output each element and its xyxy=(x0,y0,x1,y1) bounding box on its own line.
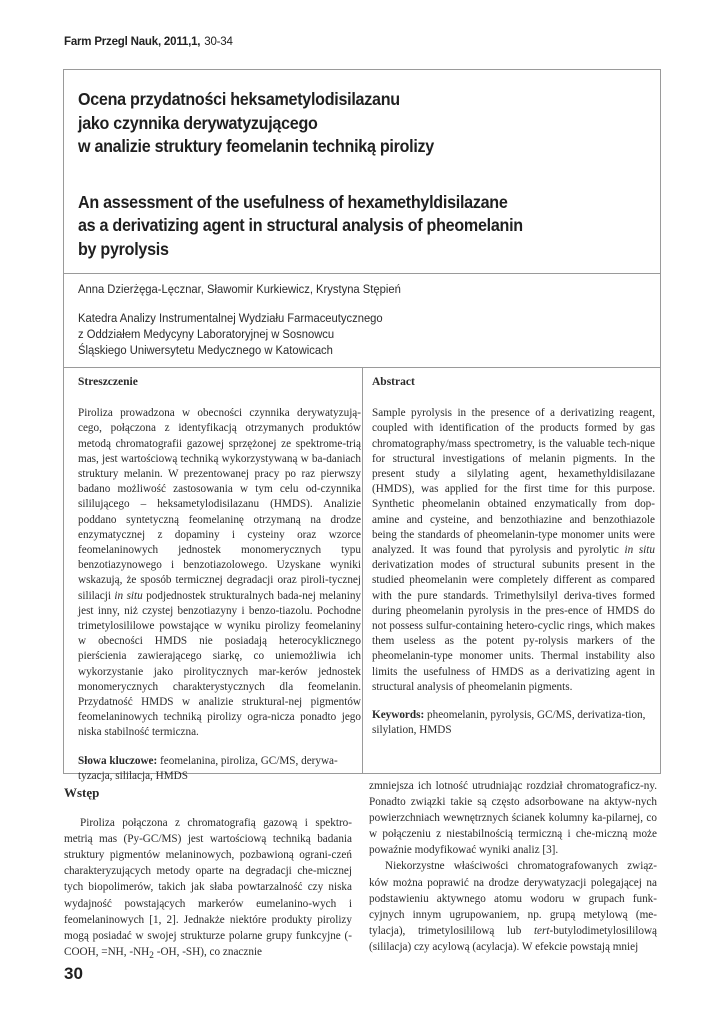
streszczenie-heading: Streszczenie xyxy=(78,376,138,388)
abstract-column xyxy=(372,375,655,738)
column-divider xyxy=(362,367,363,774)
affiliation-line: z Oddziałem Medycyny Laboratoryjnej w Sosnowcu xyxy=(78,327,335,341)
journal-pages: 30-34 xyxy=(204,36,233,48)
body-paragraph: Piroliza połączona z chromatografią gazową i spektro-metrią mas (Py-GC/MS) jest wartościową techniką badania struktury pigmentów melaninowych, pozbawioną ograni-czeń charakteryzujących metody oparte na degradacji che-micznej tych biopolimerów, takich jak słaba powtarzalność czy niska wydajność powstających markerów eumelanino-wych i feomelaninowych [1, 2]. Jednakże niektóre produkty pirolizy mogą posiadać w swojej strukturze polarne grupy funkcyjne (-COOH, =NH, $-NH_2$ -OH, -SH), co znacznie xyxy=(64,817,352,962)
body-paragraph: Niekorzystne właściwości chromatografowanych związ-ków można poprawić na drodze derywatyzacji polegającej na podstawieniu aktywnego atomu wodoru w grupach funk-cyjnych innym ugrupowaniem, np. grupą metylową (me-tylacja), trimetylosililową lub tert-butylodimetylosililową (sililacja) czy acylową (acylacja). W efekcie powstają mniej xyxy=(369,860,658,953)
article-header-box xyxy=(63,69,661,782)
abstract-heading: Abstract xyxy=(372,376,415,388)
journal-name: Farm Przegl Nauk, 2011,1, xyxy=(64,36,201,48)
abstract-text: Sample pyrolysis in the presence of a derivatizing reagent, coupled with identification of the products formed by gas chromatography/mass spectrometry, is the valuable tech-nique for structural investigations of melanin pigments. In the present study a silylating agent, hexamethyldisilazane (HMDS), was applied for the first time for this purpose. Synthetic pheomelanin obtained enzymatically from dop-amine and cysteine, and benzothiazine and benzothiazole being the standards of pheomelanin-type monomer units were analyzed. It was found that pyrolysis and pyrolytic in situ derivatization modes of structural subunits present in the studied pheomelanin were completely different as compared with the pure standards. Trimethylsilyl deriva-tives formed during pheomelanin pyrolysis in the pres-ence of HMDS do not possess sulfur-containing hetero-cyclic rings, which makes them useless as the potent py-rolysis markers of the pheomelanin-type monomer units. Thermal instability also limits the usefulness of HMDS as a derivatizing agent in structural analysis of pheomelanin pigments. xyxy=(372,407,655,693)
journal-citation xyxy=(64,36,233,48)
streszczenie-keywords: Słowa kluczowe: feomelanina, piroliza, GC/MS, derywa-tyzacja, sililacja, HMDS xyxy=(78,754,338,782)
affiliation xyxy=(78,310,383,358)
title-polish-line: Ocena przydatności heksametylodisilazanu xyxy=(78,89,400,109)
title-polish-line: w analizie struktury feomelanin techniką pirolizy xyxy=(78,136,434,156)
section-heading-wstep: Wstęp xyxy=(64,785,100,800)
body-left-column xyxy=(64,785,352,964)
affiliation-line: Katedra Analizy Instrumentalnej Wydziału Farmaceutycznego xyxy=(78,311,383,325)
body-paragraph: zmniejsza ich lotność utrudniając rozdział chromatograficz-ny. Ponadto związki takie są często adsorbowane na aktyw-nych powierzchniach wewnętrznych ścianek kolumny ka-pilarnej, co w połączeniu z niestabilnością termiczną i che-miczną może powaźnie modyfikować wyniki analiz [3]. xyxy=(369,780,657,857)
authors: Anna Dzierżęga-Lęcznar, Sławomir Kurkiewicz, Krystyna Stępień xyxy=(78,282,401,296)
page-number: 30 xyxy=(64,964,83,983)
title-polish xyxy=(78,88,602,159)
titles xyxy=(78,88,648,261)
streszczenie-text: Piroliza prowadzona w obecności czynnika derywatyzują-cego, połączona z identyfikacją otrzymanych produktów metodą chromatografii gazowej sprzężonej ze spektrome-trią mas, jest wartościową techniką wykorzystywaną w ba-daniach struktury melanin. W prezentowanej pracy po raz pierwszy badano możliwość zastosowania w tym celu od-czynnika sililującego – heksametylodisilazanu (HMDS). Analizie poddano syntetyczną feomelaninę otrzymaną na drodze enzymatycznej z dopaminy i cysteiny oraz wzorce feomelaninowych jednostek monomerycznych typu benzotiazynowego i benzotiazolowego. Uzyskane wyniki wskazują, że sposób termicznej degradacji oraz piroli-tycznej sililacji in situ podjednostek strukturalnych bada-nej melaniny jest inny, niż czystej benzotiazyny i benzo-tiazolu. Pochodne trimetylosililowe powstające w wyniku pirolizy feomelaniny w obecności HMDS nie posiadają heterocyklicznego pierścienia zawierającego siarkę, co uniemożliwia ich wykorzystanie jako pirolitycznych mar-kerów jednostek monomerycznych charakterystycznych dla feomelanin. Przydatność HMDS w analizie struktural-nej pigmentów feomelaninowych techniką pirolizy ogra-nicza ponadto jego niska stabilność termiczna. xyxy=(78,407,362,739)
title-polish-line: jako czynnika derywatyzującego xyxy=(78,112,318,133)
streszczenie-column xyxy=(78,375,361,784)
title-english-line: as a derivatizing agent in structural analysis of pheomelanin xyxy=(78,215,523,235)
title-english xyxy=(78,191,602,262)
abstract-keywords: Keywords: pheomelanin, pyrolysis, GC/MS, derivatiza-tion, silylation, HMDS xyxy=(372,709,646,737)
title-english-line: by pyrolysis xyxy=(78,238,169,259)
title-english-line: An assessment of the usefulness of hexamethyldisilazane xyxy=(78,191,508,212)
divider-line xyxy=(64,273,660,274)
body-right-column xyxy=(369,778,657,955)
affiliation-line: Śląskiego Uniwersytetu Medycznego w Katowicach xyxy=(78,343,333,357)
